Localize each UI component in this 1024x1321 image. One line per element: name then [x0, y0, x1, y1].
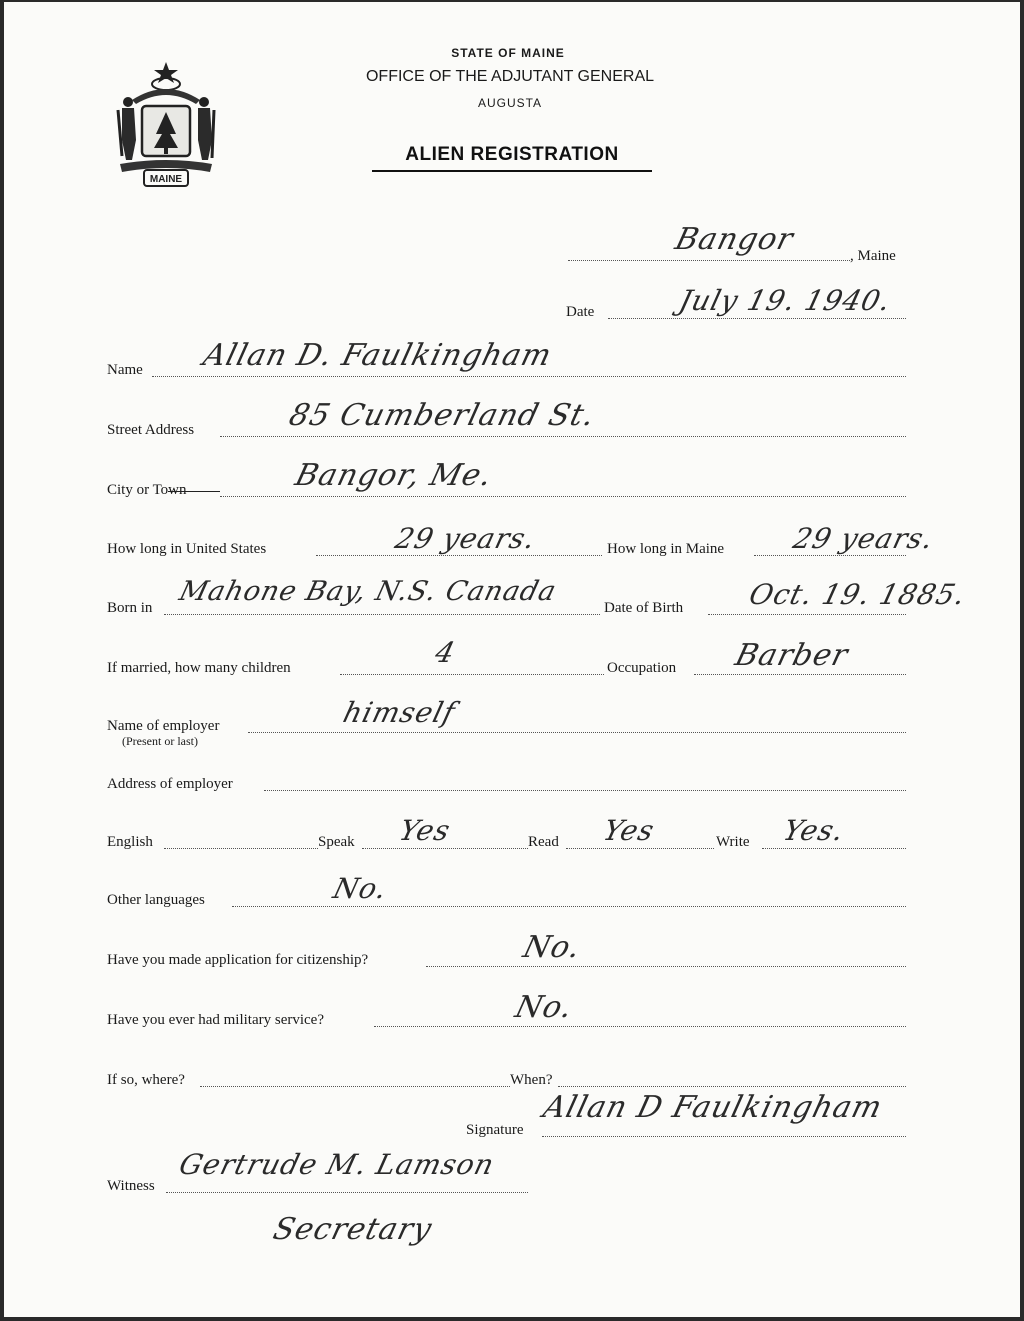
english-dotted-line	[164, 848, 318, 849]
speak-label: Speak	[318, 834, 355, 850]
born-in-label: Born in	[107, 600, 153, 616]
employer-address-label: Address of employer	[107, 776, 233, 792]
signature-label: Signature	[466, 1122, 524, 1138]
occupation-dotted-line	[694, 674, 906, 675]
english-label: English	[107, 834, 153, 850]
signature-entry: Allan D Faulkingham	[539, 1090, 887, 1125]
town-strikethrough	[168, 491, 220, 492]
read-entry: Yes	[599, 814, 659, 847]
speak-dotted-line	[362, 848, 528, 849]
city-dotted-line	[220, 496, 906, 497]
employer-address-dotted-line	[264, 790, 906, 791]
read-dotted-line	[566, 848, 714, 849]
how-long-us-label: How long in United States	[107, 541, 267, 557]
place-entry: Bangor	[671, 222, 798, 257]
registration-form	[4, 2, 1020, 1317]
maine-label: , Maine	[850, 248, 896, 264]
where-dotted-line	[200, 1086, 510, 1087]
city-entry: Bangor, Me.	[291, 458, 497, 493]
military-label: Have you ever had military service?	[107, 1012, 324, 1028]
header-state: STATE OF MAINE	[451, 46, 565, 60]
witness-label: Witness	[107, 1178, 155, 1194]
witness-entry: Gertrude M. Lamson	[175, 1148, 499, 1181]
header-office: OFFICE OF THE ADJUTANT GENERAL	[365, 68, 655, 85]
write-dotted-line	[762, 848, 906, 849]
other-languages-entry: No.	[329, 872, 391, 905]
employer-name-label: Name of employer	[107, 718, 220, 734]
years-maine-entry: 29 years.	[789, 522, 938, 555]
citizenship-dotted-line	[426, 966, 906, 967]
born-in-dotted-line	[164, 614, 600, 615]
employer-dotted-line	[248, 732, 906, 733]
date-label: Date	[566, 304, 595, 320]
years-us-dotted-line	[316, 555, 602, 556]
military-dotted-line	[374, 1026, 906, 1027]
title-underline	[372, 170, 652, 172]
occupation-entry: Barber	[731, 638, 852, 673]
years-maine-dotted-line	[754, 555, 906, 556]
witness-title-entry: Secretary	[269, 1212, 436, 1247]
occupation-label: Occupation	[607, 660, 677, 676]
street-dotted-line	[220, 436, 906, 437]
date-of-birth-entry: Oct. 19. 1885.	[745, 578, 970, 611]
name-entry: Allan D. Faulkingham	[199, 338, 556, 373]
children-dotted-line	[340, 674, 604, 675]
name-dotted-line	[152, 376, 906, 377]
married-children-label: If married, how many children	[107, 660, 291, 676]
header-city: AUGUSTA	[477, 96, 543, 110]
when-dotted-line	[558, 1086, 906, 1087]
write-entry: Yes.	[779, 814, 849, 847]
witness-dotted-line	[166, 1192, 528, 1193]
other-languages-dotted-line	[232, 906, 906, 907]
write-label: Write	[716, 834, 750, 850]
city-town-label: City or Town	[107, 482, 187, 498]
employer-entry: himself	[339, 696, 459, 729]
street-entry: 85 Cumberland St.	[285, 398, 599, 433]
born-in-entry: Mahone Bay, N.S. Canada	[176, 576, 560, 607]
date-of-birth-label: Date of Birth	[604, 600, 684, 616]
maine-state-seal	[112, 60, 220, 190]
if-so-where-label: If so, where?	[107, 1072, 185, 1088]
read-label: Read	[528, 834, 559, 850]
street-label: Street Address	[107, 422, 195, 438]
signature-dotted-line	[542, 1136, 906, 1137]
children-entry: 4	[431, 636, 459, 669]
military-entry: No.	[511, 990, 577, 1025]
citizenship-entry: No.	[519, 930, 585, 965]
seal-text: MAINE	[149, 174, 183, 185]
how-long-maine-label: How long in Maine	[607, 541, 725, 557]
when-label: When?	[510, 1072, 553, 1088]
form-title: ALIEN REGISTRATION	[405, 144, 619, 165]
name-label: Name	[107, 362, 143, 378]
employer-note-label: (Present or last)	[122, 734, 198, 748]
dob-dotted-line	[708, 614, 906, 615]
years-us-entry: 29 years.	[391, 522, 540, 555]
place-dotted-line	[568, 260, 850, 261]
other-languages-label: Other languages	[107, 892, 205, 908]
citizenship-label: Have you made application for citizenship?	[107, 952, 369, 968]
speak-entry: Yes	[395, 814, 455, 847]
date-entry: July 19. 1940.	[675, 284, 895, 317]
date-dotted-line	[608, 318, 906, 319]
